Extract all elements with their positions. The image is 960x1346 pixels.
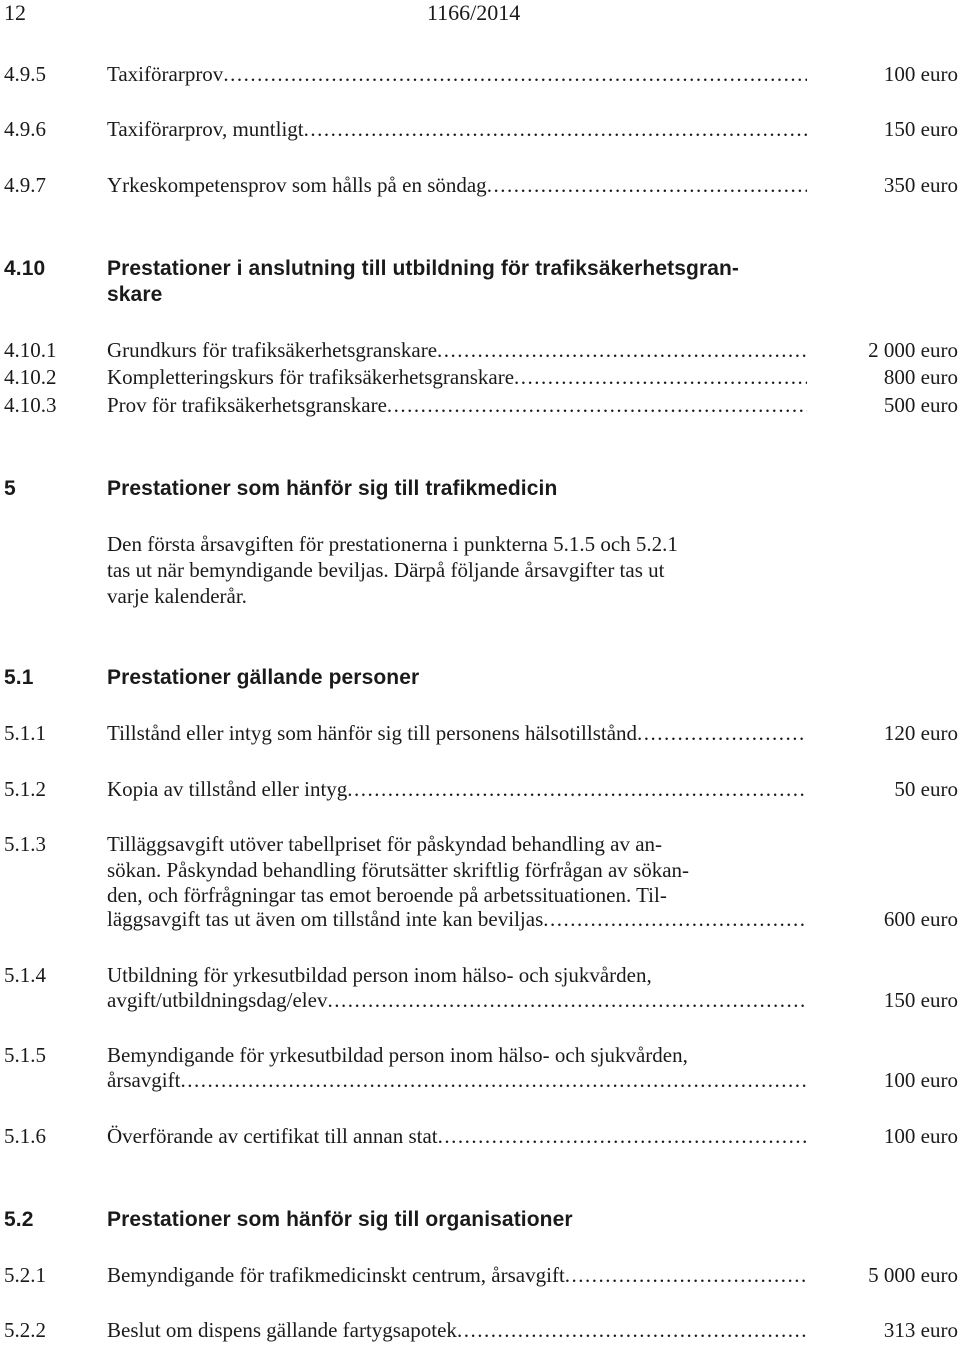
item-description-line: sökan. Påskyndad behandling förutsätter skriftlig förfrågan av sökan- bbox=[107, 858, 690, 882]
section-number: 4.10 bbox=[4, 257, 46, 280]
item-number: 4.10.2 bbox=[4, 365, 57, 389]
item-description: Yrkeskompetensprov som hålls på en söndag ..... bbox=[107, 173, 807, 198]
paragraph-line: varje kalenderår. bbox=[107, 584, 247, 608]
section-title-line2: skare bbox=[107, 283, 163, 306]
page-number: 12 bbox=[4, 0, 26, 25]
item-description-line: årsavgift ..... bbox=[107, 1068, 807, 1093]
item-number: 5.2.2 bbox=[4, 1318, 46, 1342]
section-title-line1: Prestationer i anslutning till utbildning för trafiksäkerhetsgran- bbox=[107, 257, 740, 280]
item-description-line: läggsavgift tas ut även om tillstånd inte kan beviljas ..... bbox=[107, 907, 807, 932]
item-number: 4.10.3 bbox=[4, 393, 57, 417]
item-price: 313 euro bbox=[883, 1318, 958, 1342]
item-price: 50 euro bbox=[894, 777, 958, 801]
item-price: 150 euro bbox=[883, 117, 958, 141]
section-title: Prestationer som hänför sig till trafikmedicin bbox=[107, 477, 558, 500]
item-description: Grundkurs för trafiksäkerhetsgranskare ..... bbox=[107, 338, 807, 363]
section-number: 5.2 bbox=[4, 1208, 34, 1231]
section-number: 5 bbox=[4, 477, 16, 500]
item-number: 4.10.1 bbox=[4, 338, 57, 362]
section-title: Prestationer gällande personer bbox=[107, 666, 420, 689]
section-title: Prestationer som hänför sig till organisationer bbox=[107, 1208, 573, 1231]
item-price: 500 euro bbox=[883, 393, 958, 417]
item-price: 600 euro bbox=[883, 907, 958, 931]
item-price: 5 000 euro bbox=[868, 1263, 958, 1287]
item-description: Taxiförarprov ..... bbox=[107, 62, 807, 87]
item-price: 2 000 euro bbox=[868, 338, 958, 362]
item-price: 100 euro bbox=[883, 1124, 958, 1148]
item-number: 4.9.7 bbox=[4, 173, 46, 197]
item-number: 5.1.6 bbox=[4, 1124, 46, 1148]
item-description-line: Bemyndigande för yrkesutbildad person inom hälso- och sjukvården, bbox=[107, 1043, 688, 1067]
item-description: Prov för trafiksäkerhetsgranskare ..... bbox=[107, 393, 807, 418]
item-description-line: avgift/utbildningsdag/elev ..... bbox=[107, 988, 807, 1013]
item-description: Tillstånd eller intyg som hänför sig till personens hälsotillstånd ..... bbox=[107, 721, 807, 746]
item-description-line: Tilläggsavgift utöver tabellpriset för påskyndad behandling av an- bbox=[107, 832, 663, 856]
item-price: 350 euro bbox=[883, 173, 958, 197]
item-description: Överförande av certifikat till annan stat ..... bbox=[107, 1124, 807, 1149]
item-price: 150 euro bbox=[883, 988, 958, 1012]
item-description: Bemyndigande för trafikmedicinskt centrum, årsavgift ..... bbox=[107, 1263, 807, 1288]
section-number: 5.1 bbox=[4, 666, 34, 689]
item-description: Kompletteringskurs för trafiksäkerhetsgranskare ..... bbox=[107, 365, 807, 390]
item-description-line: Utbildning för yrkesutbildad person inom hälso- och sjukvården, bbox=[107, 963, 652, 987]
item-description: Taxiförarprov, muntligt ..... bbox=[107, 117, 807, 142]
item-price: 100 euro bbox=[883, 1068, 958, 1092]
item-number: 4.9.5 bbox=[4, 62, 46, 86]
item-price: 120 euro bbox=[883, 721, 958, 745]
item-number: 5.2.1 bbox=[4, 1263, 46, 1287]
item-number: 4.9.6 bbox=[4, 117, 46, 141]
item-price: 100 euro bbox=[883, 62, 958, 86]
item-description: Beslut om dispens gällande fartygsapotek ..... bbox=[107, 1318, 807, 1343]
document-id: 1166/2014 bbox=[427, 0, 521, 25]
item-description: Kopia av tillstånd eller intyg ..... bbox=[107, 777, 807, 802]
paragraph-line: Den första årsavgiften för prestationerna i punkterna 5.1.5 och 5.2.1 bbox=[107, 532, 678, 556]
item-number: 5.1.1 bbox=[4, 721, 46, 745]
item-number: 5.1.5 bbox=[4, 1043, 46, 1067]
paragraph-line: tas ut när bemyndigande beviljas. Därpå följande årsavgifter tas ut bbox=[107, 558, 665, 582]
item-number: 5.1.2 bbox=[4, 777, 46, 801]
item-number: 5.1.3 bbox=[4, 832, 46, 856]
item-description-line: den, och förfrågningar tas emot beroende på arbetssituationen. Til- bbox=[107, 883, 667, 907]
item-number: 5.1.4 bbox=[4, 963, 46, 987]
item-price: 800 euro bbox=[883, 365, 958, 389]
